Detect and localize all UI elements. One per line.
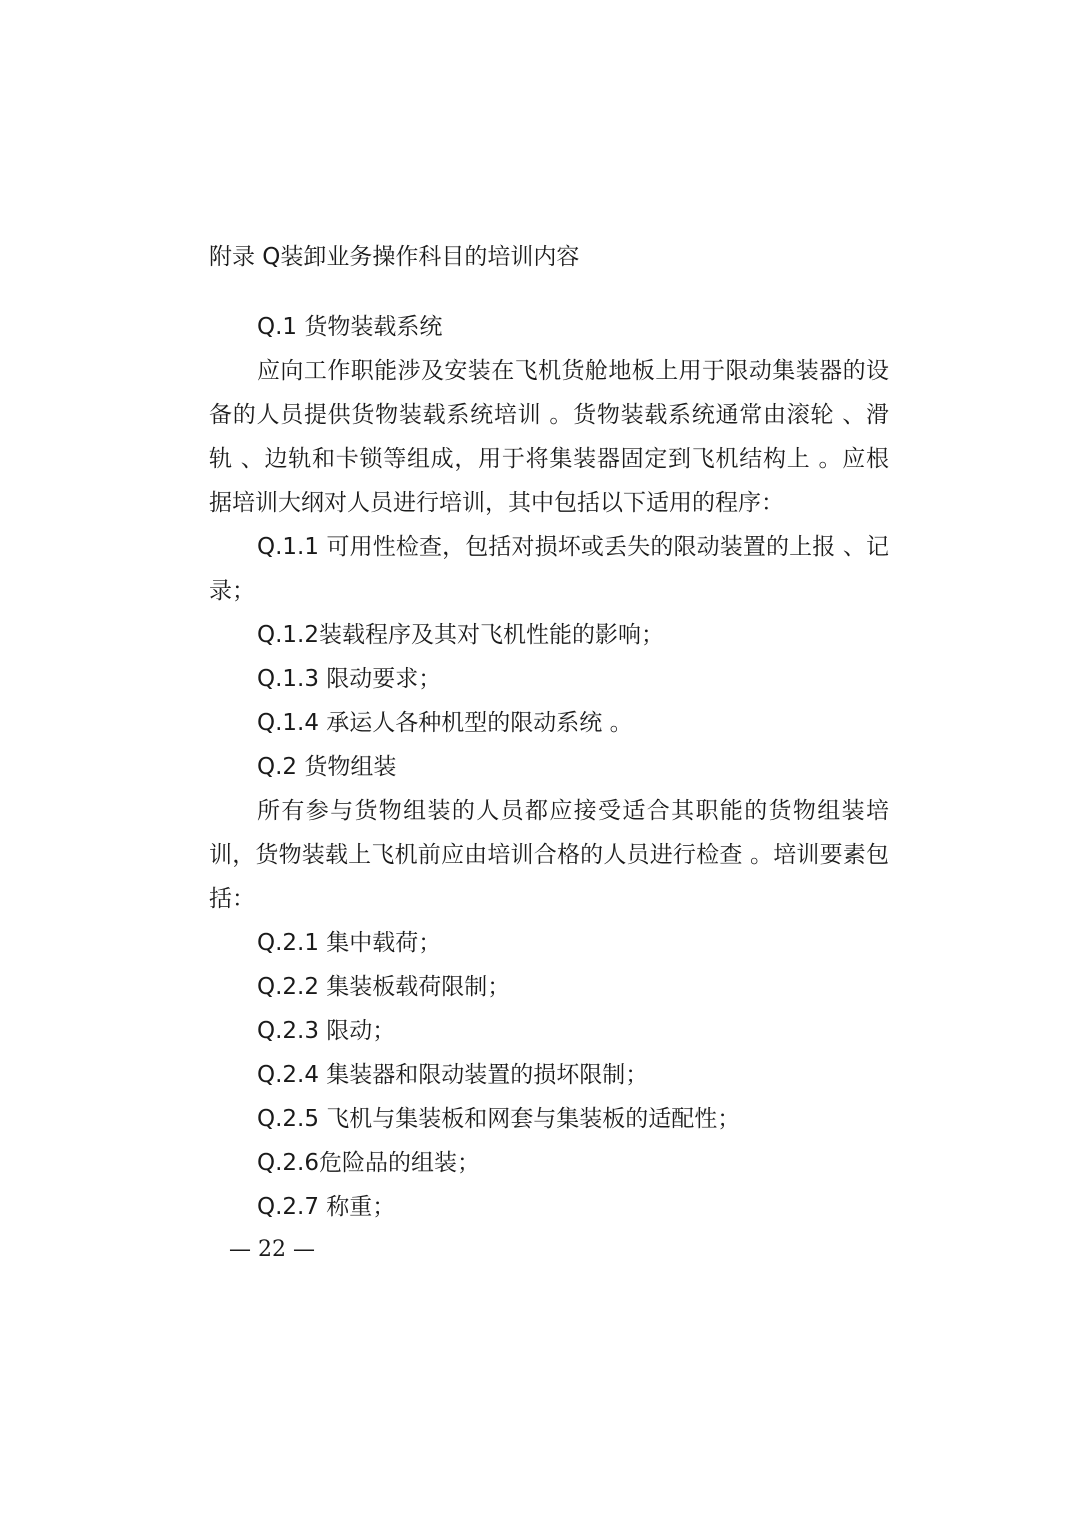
list-item: Q.2.5 飞机与集装板和网套与集装板的适配性； (257, 1106, 741, 1132)
list-item: Q.1.3 限动要求； (257, 666, 442, 692)
list-item: Q.2.7 称重； (257, 1194, 396, 1220)
list-item: Q.2.3 限动； (257, 1018, 396, 1044)
section-heading: Q.2 货物组装 (257, 754, 397, 780)
section-heading: Q.1 货物装载系统 (257, 314, 443, 340)
appendix-title: 附录 Q装卸业务操作科目的培训内容 (209, 244, 580, 270)
document-body (209, 235, 889, 1229)
list-item: Q.1.2装载程序及其对飞机性能的影响； (257, 622, 664, 648)
list-item: Q.1.4 承运人各种机型的限动系统 。 (257, 710, 633, 736)
list-item: Q.2.1 集中载荷； (257, 930, 442, 956)
list-item: Q.2.6危险品的组装； (257, 1150, 480, 1176)
section-paragraph: 所有参与货物组装的人员都应接受适合其职能的货物组装培训，货物装载上飞机前应由培训合格的人员进行检查 。培训要素包括： (209, 798, 889, 912)
section-paragraph: 应向工作职能涉及安装在飞机货舱地板上用于限动集装器的设备的人员提供货物装载系统培训 。货物装载系统通常由滚轮 、滑轨 、边轨和卡锁等组成，用于将集装器固定到飞机结构上 。应根据培训大纲对人员进行培训，其中包括以下适用的程序： (209, 358, 889, 516)
list-item: Q.2.2 集装板载荷限制； (257, 974, 511, 1000)
list-item: Q.1.1 可用性检查，包括对损坏或丢失的限动装置的上报 、记录； (209, 534, 889, 604)
page-number: — 22 — (229, 1237, 315, 1262)
list-item: Q.2.4 集装器和限动装置的损坏限制； (257, 1062, 649, 1088)
